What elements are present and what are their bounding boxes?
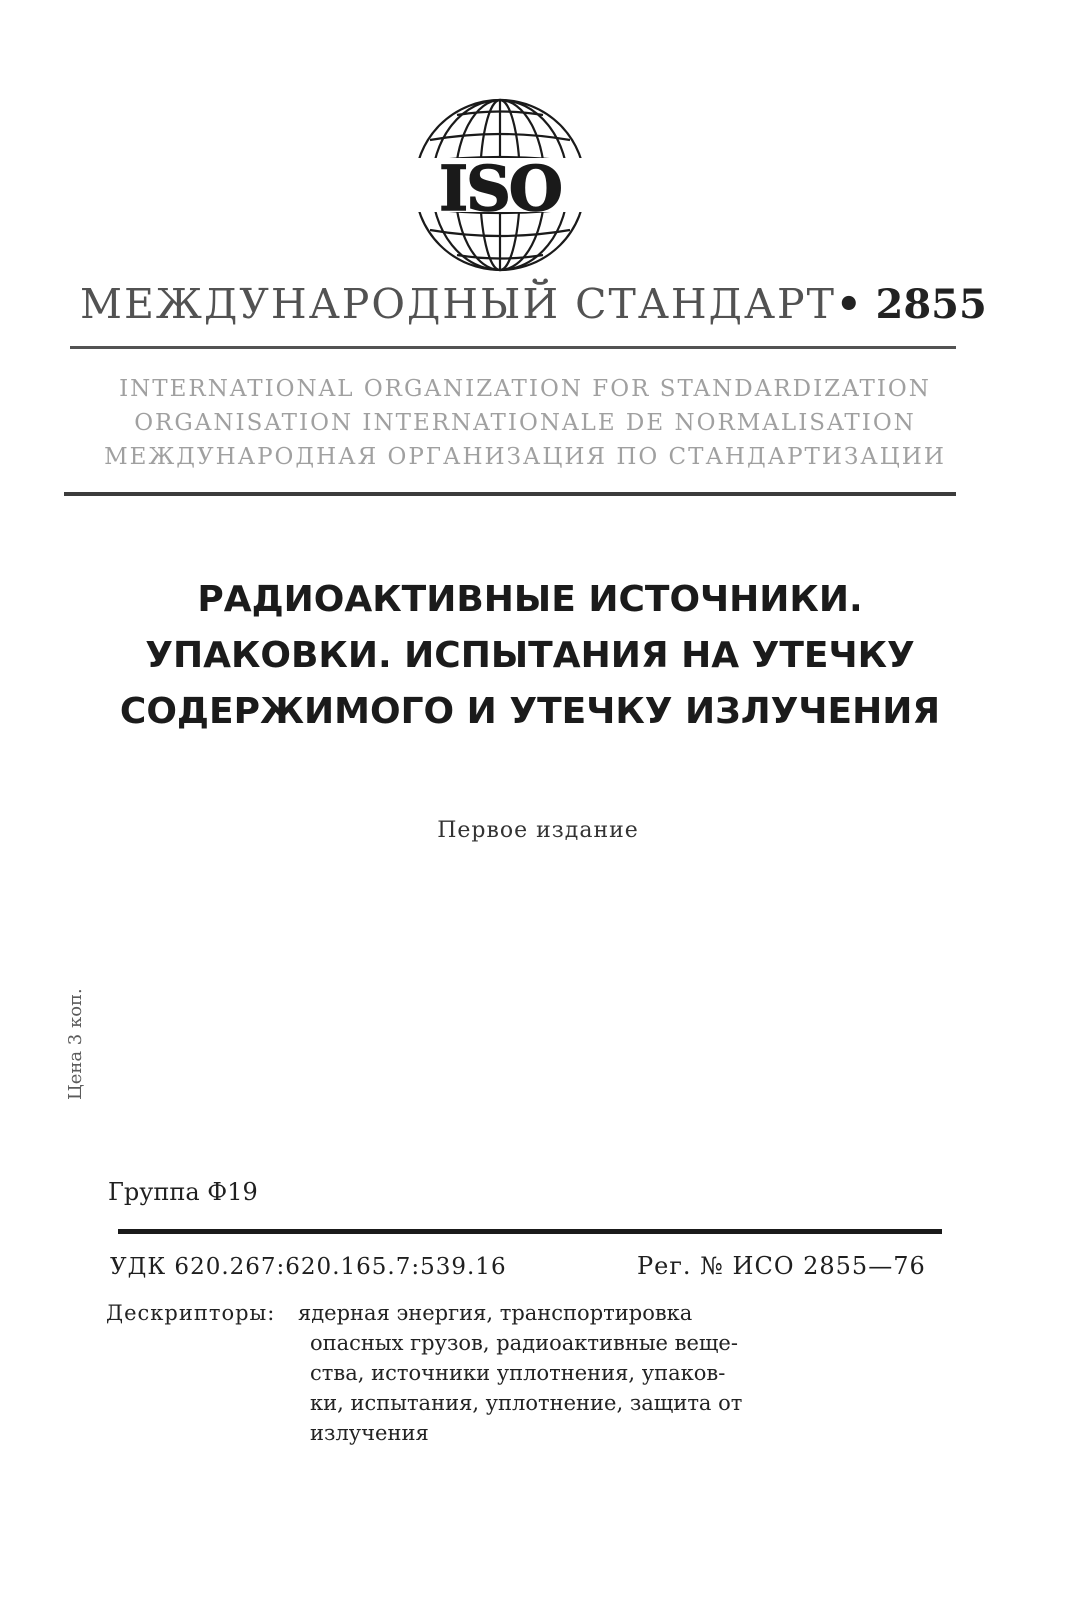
descriptor-line: опасных грузов, радиоактивные веще-	[310, 1331, 738, 1355]
document-title	[80, 572, 980, 740]
org-name-french: ORGANISATION INTERNATIONALE DE NORMALISATION	[134, 410, 916, 436]
group-label: Группа Ф19	[108, 1178, 258, 1206]
iso-logo	[405, 90, 595, 280]
standard-title: МЕЖДУНАРОДНЫЙ СТАНДАРТ	[80, 280, 836, 328]
iso-logo-text: ISO	[439, 152, 561, 225]
footer-divider	[118, 1229, 942, 1234]
registration-number: Рег. № ИСО 2855—76	[637, 1252, 926, 1280]
standard-number: • 2855	[836, 281, 987, 328]
descriptor-line: ки, испытания, уплотнение, защита от	[310, 1391, 743, 1415]
descriptor-line: ства, источники уплотнения, упаков-	[310, 1361, 726, 1385]
org-name-english: INTERNATIONAL ORGANIZATION FOR STANDARDIZATION	[119, 376, 931, 402]
header-divider	[64, 492, 956, 496]
descriptors-label: Дескрипторы:	[106, 1301, 276, 1325]
org-name-russian: МЕЖДУНАРОДНАЯ ОРГАНИЗАЦИЯ ПО СТАНДАРТИЗАЦИИ	[104, 444, 946, 470]
descriptors-text	[298, 1298, 805, 1448]
udc-code: УДК 620.267:620.165.7:539.16	[110, 1254, 507, 1280]
price-label: Цена 3 коп.	[65, 988, 86, 1100]
descriptor-line: излучения	[310, 1421, 429, 1445]
top-divider	[70, 346, 956, 349]
edition-label: Первое издание	[437, 818, 639, 843]
organization-names	[90, 372, 960, 474]
title-line: РАДИОАКТИВНЫЕ ИСТОЧНИКИ.	[197, 579, 863, 620]
title-line: УПАКОВКИ. ИСПЫТАНИЯ НА УТЕЧКУ	[145, 635, 915, 676]
descriptor-line: ядерная энергия, транспортировка	[298, 1301, 693, 1325]
standard-heading	[80, 280, 987, 340]
title-line: СОДЕРЖИМОГО И УТЕЧКУ ИЗЛУЧЕНИЯ	[119, 691, 941, 732]
